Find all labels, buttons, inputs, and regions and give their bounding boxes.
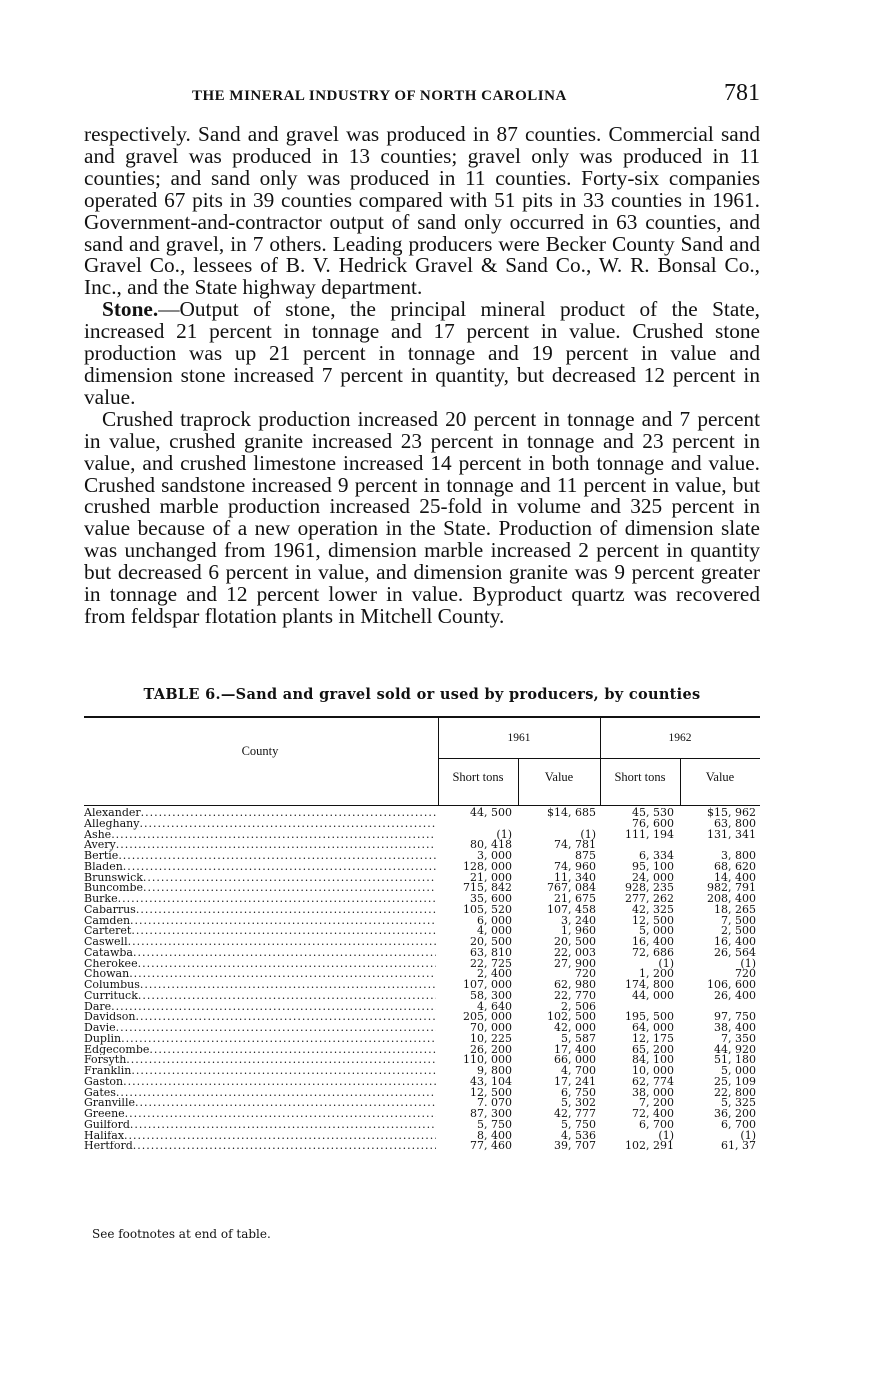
short-tons-1962-cell: 277, 262 bbox=[625, 892, 674, 905]
county-name: Catawba ..... bbox=[84, 948, 436, 959]
value-1962-cell: 16, 400 bbox=[714, 935, 756, 948]
value-1961-cell: 4, 536 bbox=[561, 1128, 596, 1142]
short-tons-1962-cell: 6, 334 bbox=[639, 849, 674, 862]
year-1961-header: 1961 bbox=[507, 732, 531, 744]
value-1962-cell: (1) bbox=[740, 956, 756, 970]
county-name: Ashe ..... bbox=[84, 830, 436, 841]
value-1962-cell: 26, 564 bbox=[714, 945, 756, 959]
short-tons-1962-cell: 102, 291 bbox=[625, 1139, 674, 1153]
short-tons-1962-cell: 24, 000 bbox=[632, 870, 674, 884]
value-1961-cell: 767, 084 bbox=[547, 881, 596, 895]
value-1962-cell: 720 bbox=[735, 967, 756, 981]
value-1962-cell: 38, 400 bbox=[714, 1021, 756, 1034]
value-1962-cell: 6, 700 bbox=[721, 1117, 756, 1131]
value-1961-cell: 62, 980 bbox=[554, 978, 596, 991]
value-1961-cell: 5, 750 bbox=[561, 1117, 596, 1131]
short-tons-1962-cell: 42, 325 bbox=[632, 902, 674, 916]
short-tons-1961-cell: 105, 520 bbox=[463, 902, 512, 916]
county-name: Duplin ..... bbox=[84, 1034, 436, 1045]
short-tons-1961-header: Short tons bbox=[452, 770, 504, 784]
value-1961-cell: $14, 685 bbox=[547, 806, 596, 819]
short-tons-1961-cell: 77, 460 bbox=[470, 1139, 512, 1153]
table-row bbox=[84, 988, 760, 1002]
county-name: Alexander ..... bbox=[84, 808, 436, 819]
short-tons-1961-cell: 44, 500 bbox=[470, 806, 512, 819]
body-text bbox=[84, 124, 760, 628]
value-1961-cell: 74, 781 bbox=[554, 838, 596, 852]
county-name: Camden ..... bbox=[84, 916, 436, 927]
value-1961-cell: 22, 770 bbox=[554, 988, 596, 1002]
short-tons-1961-cell: 58, 300 bbox=[470, 988, 512, 1002]
short-tons-1962-cell: 174, 800 bbox=[625, 978, 674, 991]
county-name: Franklin ..... bbox=[84, 1066, 436, 1077]
county-name: Halifax ..... bbox=[84, 1131, 436, 1142]
header-title: THE MINERAL INDUSTRY OF NORTH CAROLINA bbox=[192, 88, 567, 104]
value-1962-cell: 2, 500 bbox=[721, 924, 756, 938]
value-1961-cell: 5, 587 bbox=[561, 1031, 596, 1045]
page-number: 781 bbox=[724, 80, 760, 106]
value-1962-cell: (1) bbox=[740, 1128, 756, 1142]
short-tons-1961-cell: 4, 640 bbox=[477, 999, 512, 1013]
short-tons-1962-cell: 111, 194 bbox=[625, 827, 674, 841]
county-name: Caswell ..... bbox=[84, 937, 436, 948]
value-1962-cell: 18, 265 bbox=[714, 902, 756, 916]
county-name: Carteret ..... bbox=[84, 926, 436, 937]
county-name: Columbus ..... bbox=[84, 980, 436, 991]
value-1961-cell: 102, 500 bbox=[547, 1010, 596, 1024]
value-1961-cell: 6, 750 bbox=[561, 1085, 596, 1099]
value-1962-cell: 26, 400 bbox=[714, 988, 756, 1002]
short-tons-1961-cell: 9, 800 bbox=[477, 1064, 512, 1077]
header-divider bbox=[438, 758, 760, 759]
short-tons-1961-cell: 5, 750 bbox=[477, 1117, 512, 1131]
header-divider bbox=[438, 718, 439, 806]
county-name: Alleghany ..... bbox=[84, 819, 436, 830]
short-tons-1962-cell: 12, 500 bbox=[632, 913, 674, 927]
short-tons-1961-cell: 715, 842 bbox=[463, 881, 512, 895]
short-tons-1961-cell: 4, 000 bbox=[477, 924, 512, 938]
value-1961-cell: 5, 302 bbox=[561, 1096, 596, 1110]
value-1962-cell: 131, 341 bbox=[707, 827, 756, 841]
value-1962-cell: $15, 962 bbox=[707, 806, 756, 819]
value-1962-cell: 106, 600 bbox=[707, 978, 756, 991]
header-divider bbox=[680, 758, 681, 806]
value-1962-cell: 5, 000 bbox=[721, 1064, 756, 1077]
short-tons-1961-cell: 8, 400 bbox=[477, 1128, 512, 1142]
value-1961-cell: 27, 900 bbox=[554, 956, 596, 970]
county-name: Greene ..... bbox=[84, 1109, 436, 1120]
short-tons-1962-cell: 38, 000 bbox=[632, 1085, 674, 1099]
short-tons-1961-cell: 205, 000 bbox=[463, 1010, 512, 1024]
stone-run-in-heading: Stone. bbox=[102, 297, 159, 322]
table-caption: TABLE 6.—Sand and gravel sold or used by producers, by counties bbox=[143, 686, 701, 703]
short-tons-1962-cell: 928, 235 bbox=[625, 881, 674, 895]
county-name: Bertie ..... bbox=[84, 851, 436, 862]
short-tons-1961-cell: 12, 500 bbox=[470, 1085, 512, 1099]
short-tons-1962-cell: 7, 200 bbox=[639, 1096, 674, 1110]
county-name: Brunswick ..... bbox=[84, 873, 436, 884]
county-name: Chowan ..... bbox=[84, 969, 436, 980]
short-tons-1961-cell: 35, 600 bbox=[470, 892, 512, 905]
value-1962-cell: 7, 500 bbox=[721, 913, 756, 927]
short-tons-1961-cell: 128, 000 bbox=[463, 859, 512, 873]
value-1962-cell: 68, 620 bbox=[714, 859, 756, 873]
short-tons-1961-cell: 3, 000 bbox=[477, 849, 512, 862]
value-1961-cell: 720 bbox=[575, 967, 596, 981]
short-tons-1961-cell: 6, 000 bbox=[477, 913, 512, 927]
value-1961-cell: 1, 960 bbox=[561, 924, 596, 938]
county-name: Avery ..... bbox=[84, 840, 436, 851]
paragraph-stone bbox=[84, 299, 760, 409]
value-1961-cell: 66, 000 bbox=[554, 1053, 596, 1067]
stone-paragraph-text: —Output of stone, the principal mineral product of the State, increased 21 percent in tonnage and 17 percent in value. Crushed stone production was up 21 percent in tonnage and 19 percent in value and dimension stone increased 7 percent in quantity, but decreased 12 percent in value. bbox=[84, 297, 760, 409]
value-1961-cell: 39, 707 bbox=[554, 1139, 596, 1153]
short-tons-1962-cell: 76, 600 bbox=[632, 816, 674, 830]
county-name: Buncombe ..... bbox=[84, 883, 436, 894]
county-name: Forsyth ..... bbox=[84, 1055, 436, 1066]
short-tons-1961-cell: 80, 418 bbox=[470, 838, 512, 852]
value-1961-cell: 3, 240 bbox=[561, 913, 596, 927]
value-1961-cell: 22, 003 bbox=[554, 945, 596, 959]
short-tons-1962-cell: 72, 400 bbox=[632, 1107, 674, 1120]
short-tons-1961-cell: 70, 000 bbox=[470, 1021, 512, 1034]
value-1961-cell: (1) bbox=[580, 827, 596, 841]
value-1962-cell: 22, 800 bbox=[714, 1085, 756, 1099]
county-column-header: County bbox=[241, 744, 279, 758]
county-name: Gates ..... bbox=[84, 1088, 436, 1099]
short-tons-1962-cell: 72, 686 bbox=[632, 945, 674, 959]
short-tons-1962-header: Short tons bbox=[614, 770, 666, 784]
table-row bbox=[84, 827, 760, 841]
value-1962-cell: 44, 920 bbox=[714, 1042, 756, 1056]
county-name: Hertford ..... bbox=[84, 1141, 436, 1152]
value-1962-cell: 14, 400 bbox=[714, 870, 756, 884]
value-1961-header: Value bbox=[544, 770, 574, 784]
running-header bbox=[80, 80, 760, 110]
county-name: Gaston ..... bbox=[84, 1077, 436, 1088]
short-tons-1962-cell: 5, 000 bbox=[639, 924, 674, 938]
county-name: Davie ..... bbox=[84, 1023, 436, 1034]
short-tons-1961-cell: 21, 000 bbox=[470, 870, 512, 884]
year-1962-header: 1962 bbox=[668, 732, 692, 744]
header-divider bbox=[600, 718, 601, 806]
short-tons-1962-cell: 64, 000 bbox=[632, 1021, 674, 1034]
county-name: Edgecombe ..... bbox=[84, 1045, 436, 1056]
county-name: Granville ..... bbox=[84, 1098, 436, 1109]
short-tons-1962-cell: 12, 175 bbox=[632, 1031, 674, 1045]
paragraph-crushed-traprock: Crushed traprock production increased 20 percent in tonnage and 7 percent in value, crushed granite increased 23 percent in tonnage and 23 percent in value, and crushed limestone increased 14 percent in both tonnage and value. Crushed sandstone increased 9 percent in tonnage and 11 percent in value, but crushed marble production increased 25-fold in volume and 325 percent in value because of a new operation in the State. Production of dimension slate was unchanged from 1961, dimension marble increased 2 percent in quantity but decreased 6 percent in value, and dimension granite was 9 percent greater in tonnage and 12 percent lower in value. Byproduct quartz was recovered from feldspar flotation plants in Mitchell County. bbox=[84, 406, 760, 628]
short-tons-1962-cell: 45, 530 bbox=[632, 806, 674, 819]
header-divider bbox=[518, 758, 519, 806]
short-tons-1961-cell: 22, 725 bbox=[470, 956, 512, 970]
value-1962-cell: 982, 791 bbox=[707, 881, 756, 895]
short-tons-1961-cell: 20, 500 bbox=[470, 935, 512, 948]
short-tons-1962-cell: 16, 400 bbox=[632, 935, 674, 948]
county-name: Guilford ..... bbox=[84, 1120, 436, 1131]
short-tons-1962-cell: (1) bbox=[658, 1128, 674, 1142]
short-tons-1962-cell: 6, 700 bbox=[639, 1117, 674, 1131]
short-tons-1962-cell: 65, 200 bbox=[632, 1042, 674, 1056]
value-1962-header: Value bbox=[705, 770, 735, 784]
short-tons-1962-cell: 44, 000 bbox=[632, 988, 674, 1002]
county-name: Currituck ..... bbox=[84, 991, 436, 1002]
county-name: Davidson ..... bbox=[84, 1012, 436, 1023]
value-1961-cell: 17, 241 bbox=[554, 1074, 596, 1088]
county-name: Cabarrus ..... bbox=[84, 905, 436, 916]
short-tons-1961-cell: (1) bbox=[496, 827, 512, 841]
table-header bbox=[84, 718, 760, 806]
value-1962-cell: 25, 109 bbox=[714, 1074, 756, 1088]
short-tons-1961-cell: 110, 000 bbox=[463, 1053, 512, 1067]
value-1961-cell: 20, 500 bbox=[554, 935, 596, 948]
short-tons-1961-cell: 87, 300 bbox=[470, 1107, 512, 1120]
short-tons-1962-cell: 195, 500 bbox=[625, 1010, 674, 1024]
short-tons-1962-cell: (1) bbox=[658, 956, 674, 970]
short-tons-1961-cell: 7. 070 bbox=[477, 1096, 512, 1110]
short-tons-1961-cell: 2, 400 bbox=[477, 967, 512, 981]
short-tons-1962-cell: 10, 000 bbox=[632, 1064, 674, 1077]
value-1962-cell: 7, 350 bbox=[721, 1031, 756, 1045]
paragraph-sand-gravel: respectively. Sand and gravel was produced in 87 counties. Commercial sand and gravel was produced in 13 counties; gravel only was produced in 11 counties; and sand only was produced in 11 counties. Forty-six companies operated 67 pits in 39 counties compared with 51 pits in 33 counties in 1961. Government-and-contractor output of sand only occurred in 63 counties, and sand and gravel, in 7 others. Leading producers were Becker County Sand and Gravel Co., lessees of B. V. Hedrick Gravel & Sand Co., W. R. Bonsal Co., Inc., and the State highway department. bbox=[84, 122, 760, 300]
value-1962-cell: 97, 750 bbox=[714, 1010, 756, 1024]
table-footnote-note: See footnotes at end of table. bbox=[92, 1227, 271, 1241]
value-1961-cell: 11, 340 bbox=[554, 870, 596, 884]
value-1961-cell: 42, 777 bbox=[554, 1107, 596, 1120]
county-name: Burke ..... bbox=[84, 894, 436, 905]
value-1962-cell: 51, 180 bbox=[714, 1053, 756, 1067]
value-1962-cell: 61, 37 bbox=[721, 1139, 756, 1153]
short-tons-1961-cell: 26, 200 bbox=[470, 1042, 512, 1056]
value-1961-cell: 42, 000 bbox=[554, 1021, 596, 1034]
county-name: Dare ..... bbox=[84, 1002, 436, 1013]
value-1961-cell: 17, 400 bbox=[554, 1042, 596, 1056]
table-body bbox=[84, 808, 760, 1152]
value-1962-cell: 36, 200 bbox=[714, 1107, 756, 1120]
short-tons-1961-cell: 43, 104 bbox=[470, 1074, 512, 1088]
short-tons-1961-cell: 63, 810 bbox=[470, 945, 512, 959]
value-1961-cell: 74, 960 bbox=[554, 859, 596, 873]
short-tons-1962-cell: 1, 200 bbox=[639, 967, 674, 981]
value-1961-cell: 875 bbox=[575, 849, 596, 862]
value-1961-cell: 4, 700 bbox=[561, 1064, 596, 1077]
value-1962-cell: 63, 800 bbox=[714, 816, 756, 830]
value-1961-cell: 2, 506 bbox=[561, 999, 596, 1013]
county-name: Bladen ..... bbox=[84, 862, 436, 873]
table-row bbox=[84, 1141, 760, 1152]
short-tons-1962-cell: 95, 100 bbox=[632, 859, 674, 873]
value-1961-cell: 21, 675 bbox=[554, 892, 596, 905]
value-1962-cell: 5, 325 bbox=[721, 1096, 756, 1110]
value-1961-cell: 107, 458 bbox=[547, 902, 596, 916]
short-tons-1962-cell: 84, 100 bbox=[632, 1053, 674, 1067]
short-tons-1962-cell: 62, 774 bbox=[632, 1074, 674, 1088]
county-name: Cherokee ..... bbox=[84, 959, 436, 970]
short-tons-1961-cell: 107, 000 bbox=[463, 978, 512, 991]
value-1962-cell: 208, 400 bbox=[707, 892, 756, 905]
value-1962-cell: 3, 800 bbox=[721, 849, 756, 862]
short-tons-1961-cell: 10, 225 bbox=[470, 1031, 512, 1045]
